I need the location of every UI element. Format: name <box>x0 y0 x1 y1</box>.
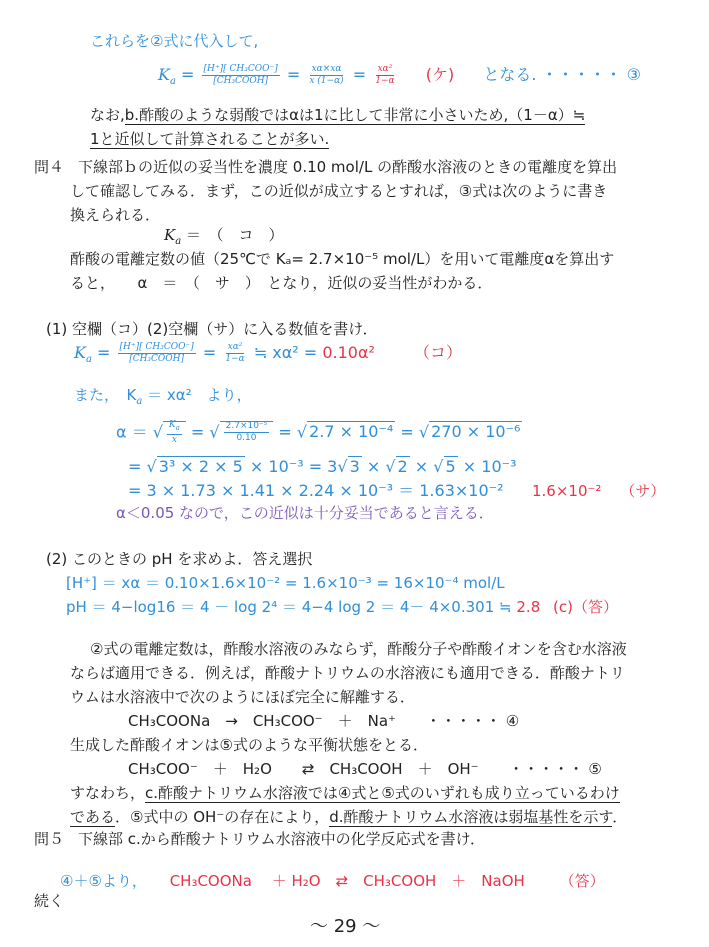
question-4-line-6: ると， α ＝ （ サ ） となり，近似の妥当性がわかる． <box>70 274 493 292</box>
alpha-equation: α ＝ √ $\frac{K_a}{x}$ = √ $\frac{\text{2.7×10⁻⁵}}{0.10}$ = √ 2.7 × 10⁻⁴ = √ 270 × 10⁻⁶ <box>116 420 521 445</box>
fraction: $\frac{x\alpha\times x\alpha}{x (1-\alpha)}$ <box>309 64 344 86</box>
page-number: ～ 29 ～ <box>310 916 381 937</box>
ph-line: pH ＝ 4−log16 ＝ 4 － log 2⁴ ＝ 4−4 log 2 ＝ 4－ 4×0.301 ≒ 2.8 (c)（答） <box>66 598 618 616</box>
approximation-conclusion: α＜0.05 なので，この近似は十分妥当であると言える． <box>116 504 494 522</box>
note-line-1: なお,b.酢酸のような弱酸ではαは1に比して非常に小さいため,（1－α）≒ <box>90 106 586 124</box>
equation-ka-approx: $K_a$ = $\frac{\text{[H⁺][ CH₃COO⁻]}}{\text{[CH₃COOH]}}$ = $\frac{\text{xα²}}{1-\alpha}$ ≒ xα² = 0.10α² （コ） <box>74 342 463 366</box>
alpha-row-3: = 3 × 1.73 × 1.41 × 2.24 × 10⁻³ ＝ 1.63×10⁻² <box>128 481 504 500</box>
paragraph-line-1: ②式の電離定数は，酢酸水溶液のみならず，酢酸分子や酢酸イオンを含む水溶液 <box>90 640 627 658</box>
question-4-line-2: して確認してみる．まず，この近似が成立するとすれば，③式は次のように書き <box>70 182 608 200</box>
fraction: $\frac{\text{xα²}}{1-\alpha}$ <box>375 64 395 86</box>
paragraph-line-5: 生成した酢酸イオンは⑤式のような平衡状態をとる． <box>70 736 428 754</box>
paragraph-line-2: ならば適用できる．例えば，酢酸ナトリウムの水溶液にも適用できる．酢酸ナトリ <box>70 664 625 682</box>
question-4-ka-line: $K_a$ ＝ （ コ ） <box>164 226 284 247</box>
subquestion-2: (2) このときの pH を求めよ．答え選択 <box>46 550 313 568</box>
subquestion-1: (1) 空欄（コ）(2)空欄（サ）に入る数値を書け． <box>46 320 378 338</box>
question-5-answer: ④＋⑤より， CH₃COONa ＋ H₂O ⇄ CH₃COOH ＋ NaOH （答） <box>60 872 605 890</box>
equation-5: CH₃COO⁻ ＋ H₂O ⇄ CH₃COOH ＋ OH⁻ ・・・・・ ⑤ <box>128 760 602 778</box>
h-concentration-line: [H⁺] ＝ xα ＝ 0.10×1.6×10⁻² = 1.6×10⁻³ = 16×10⁻⁴ mol/L <box>66 574 505 592</box>
answer-sa: 1.6×10⁻² （サ） <box>532 482 666 500</box>
equation-ka-1: $K_a$ = $\frac{\text{[H⁺][ CH₃COO⁻]}}{\text{[CH₃COOH]}}$ = $\frac{x\alpha\times x\alpha}{x (1-\alpha)}$ = $\frac{\text{xα²}}{1-\alpha}$ (ケ) となる. ・・・・・ ③ <box>158 64 641 88</box>
paragraph-line-8: である．⑤式中の OH⁻の存在により，d.酢酸ナトリウム水溶液は弱塩基性を示す． <box>70 808 628 826</box>
paragraph-line-3: ウムは水溶液中で次のようにほぼ完全に解離する． <box>70 688 415 706</box>
paragraph-line-7: すなわち，c.酢酸ナトリウム水溶液では④式と⑤式のいずれも成り立っているわけ <box>70 784 620 802</box>
note-line-2: 1と近似して計算されることが多い. <box>90 130 330 148</box>
fraction: $\frac{\text{[H⁺][ CH₃COO⁻]}}{\text{[CH₃COOH]}}$ <box>203 64 278 86</box>
question-5-number: 問５ <box>34 830 65 848</box>
question-5-text: 下線部 c.から酢酸ナトリウム水溶液中の化学反応式を書け． <box>78 830 486 848</box>
intro-line: これらを②式に代入して, <box>90 32 259 50</box>
question-4-number: 問４ <box>34 158 65 176</box>
question-4-line-1: 下線部ｂの近似の妥当性を濃度 0.10 mol/L の酢酸水溶液のときの電離度を算出 <box>78 158 618 176</box>
mata-line: また， $K_a = x\alpha^2$ より， <box>74 386 252 407</box>
question-4-line-3: 換えられる． <box>70 206 161 224</box>
alpha-row-2: = √ 3³ × 2 × 5 × 10⁻³ = 3√ 3 × √ 2 × √ 5 × 10⁻³ <box>128 457 517 476</box>
equation-4: CH₃COONa → CH₃COO⁻ ＋ Na⁺ ・・・・・ ④ <box>128 712 520 730</box>
continued-label: 続く <box>34 892 65 910</box>
question-4-line-5: 酢酸の電離定数の値（25℃で Kₐ= 2.7×10⁻⁵ mol/L）を用いて電離度αを算出す <box>70 250 615 268</box>
